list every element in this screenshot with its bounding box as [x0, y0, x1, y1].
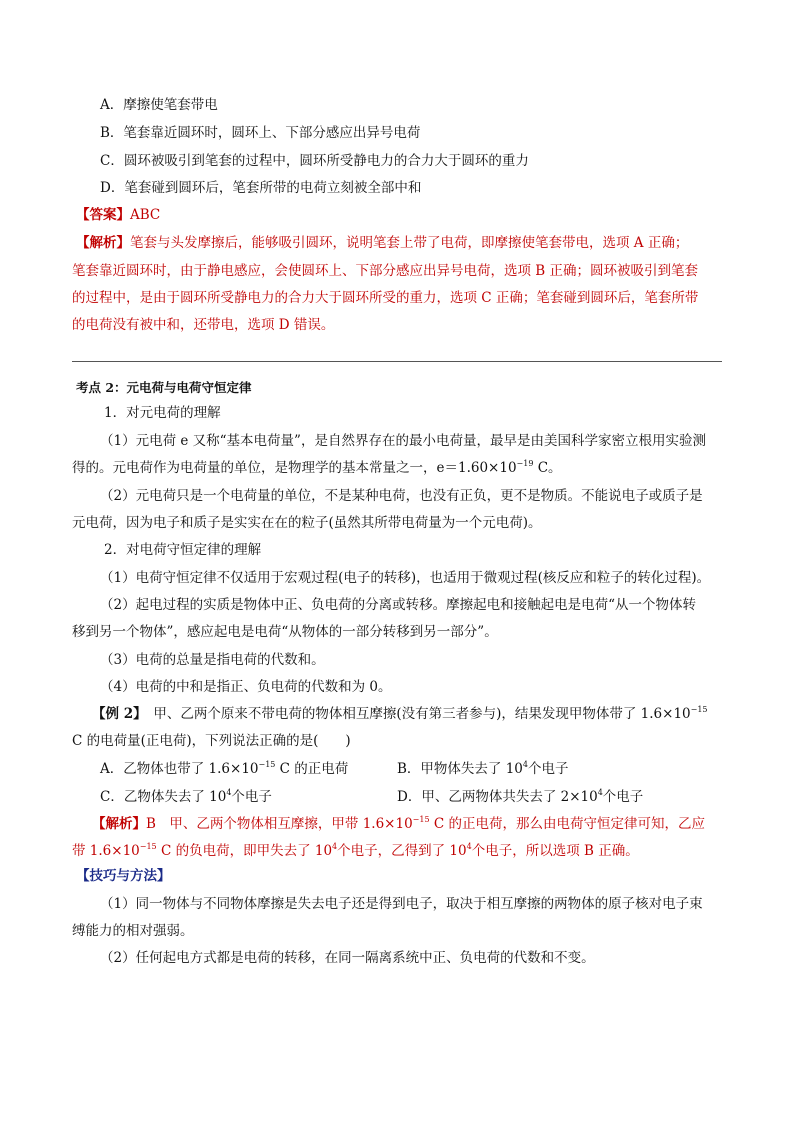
example-2-option-d: D．甲、乙两物体共失去了 $2\times 10^4$个电子: [397, 788, 644, 805]
option-d: D．笔套碰到圆环后，笔套所带的电荷立刻被全部中和: [100, 180, 422, 196]
unit: C。: [533, 460, 562, 476]
para-2-line-1: （2）元电荷只是一个电荷量的单位，不是某种电荷，也没有正负，更不是物质。不能说电子或质子是: [100, 488, 703, 504]
para-1-line-1: （1）元电荷 e 又称“基本电荷量”，是自然界存在的最小电荷量，最早是由美国科学家密立根用实验测: [100, 433, 706, 449]
para-1-line-2: [72, 458, 562, 478]
exponent: −19: [516, 459, 534, 468]
example-2-analysis-line-2: 带 $1.6\times 10^{-15}$ C 的负电荷，即甲失去了 $10^4$个电子，乙得到了 $10^4$个电子，所以选项 B 正确。: [72, 842, 639, 859]
analysis-line-4: 的电荷没有被中和，还带电，选项 D 错误。: [72, 317, 335, 333]
subheading-1: 1．对元电荷的理解: [104, 405, 221, 421]
para-2-line-2: 元电荷，因为电子和质子是实实在在的粒子(虽然其所带电荷量为一个元电荷)。: [72, 515, 542, 531]
para-3: （1）电荷守恒定律不仅适用于宏观过程(电子的转移)，也适用于微观过程(核反应和粒子的转化过程)。: [100, 570, 711, 586]
option-a: A．摩擦使笔套带电: [100, 97, 218, 113]
analysis-text-1: 笔套与头发摩擦后，能够吸引圆环，说明笔套上带了电荷，即摩擦使笔套带电，选项 A 正确；: [130, 235, 689, 251]
example-2-option-b: B．甲物体失去了 $10^4$个电子: [397, 760, 569, 777]
exponent: −15: [690, 705, 708, 714]
example-2-analysis-label: 【解析】: [92, 816, 146, 832]
tips-para-2: （2）任何起电方式都是电荷的转移，在同一隔离系统中正、负电荷的代数和不变。: [100, 950, 595, 966]
para-6: （4）电荷的中和是指正、负电荷的代数和为 0。: [100, 679, 392, 695]
section-title: 考点 2：元电荷与电荷守恒定律: [76, 380, 252, 395]
example-2-stem: 甲、乙两个原来不带电荷的物体相互摩擦(没有第三者参与)，结果发现甲物体带了 1.6×10: [153, 706, 691, 722]
tips-para-1-line-1: （1）同一物体与不同物体摩擦是失去电子还是得到电子，取决于相互摩擦的两物体的原子核对电子束: [100, 896, 703, 912]
para-5: （3）电荷的总量是指电荷的代数和。: [100, 652, 325, 668]
example-2-option-c: C．乙物体失去了 $10^4$个电子: [100, 788, 272, 805]
para-4-line-2: 移到另一个物体”，感应起电是电荷“从物体的一部分转移到另一部分”。: [72, 624, 498, 640]
answer-line: [76, 205, 160, 225]
example-2-analysis-line-1: 【解析】B 甲、乙两个物体相互摩擦，甲带 $1.6\times 10^{-15}$ C 的正电荷，那么由电荷守恒定律可知，乙应: [92, 815, 705, 832]
analysis-label: 【解析】: [76, 235, 130, 251]
analysis-line-1: [76, 233, 688, 253]
para-4-line-1: （2）起电过程的实质是物体中正、负电荷的分离或转移。摩擦起电和接触起电是电荷“从一个物体转: [100, 597, 696, 613]
tips-label: 【技巧与方法】: [76, 868, 171, 884]
option-b: B．笔套靠近圆环时，圆环上、下部分感应出异号电荷: [100, 125, 421, 141]
example-2-label: 【例 2】: [92, 706, 140, 722]
answer-label: 【答案】: [76, 207, 130, 223]
para-1-text: 得的。元电荷作为电荷量的单位，是物理学的基本常量之一，: [72, 460, 437, 476]
subheading-2: 2．对电荷守恒定律的理解: [104, 542, 262, 558]
example-2-stem-line-1: [92, 704, 708, 724]
tips-para-1-line-2: 缚能力的相对强弱。: [72, 923, 194, 939]
elementary-charge-eq: e＝1.60×10: [436, 460, 517, 476]
example-2-option-a: A．乙物体也带了 $1.6\times 10^{-15}$ C 的正电荷: [100, 760, 349, 777]
answer-value: ABC: [130, 207, 161, 223]
analysis-line-3: 的过程中，是由于圆环所受静电力的合力大于圆环所受的重力，选项 C 正确；笔套碰到圆环后，笔套所带: [72, 290, 699, 306]
analysis-line-2: 笔套靠近圆环时，由于静电感应，会使圆环上、下部分感应出异号电荷，选项 B 正确；圆环被吸引到笔套: [72, 263, 699, 279]
section-divider: [72, 361, 722, 362]
example-2-stem-line-2: C 的电荷量(正电荷)，下列说法正确的是( ): [72, 733, 351, 749]
option-c: C．圆环被吸引到笔套的过程中，圆环所受静电力的合力大于圆环的重力: [100, 153, 529, 169]
